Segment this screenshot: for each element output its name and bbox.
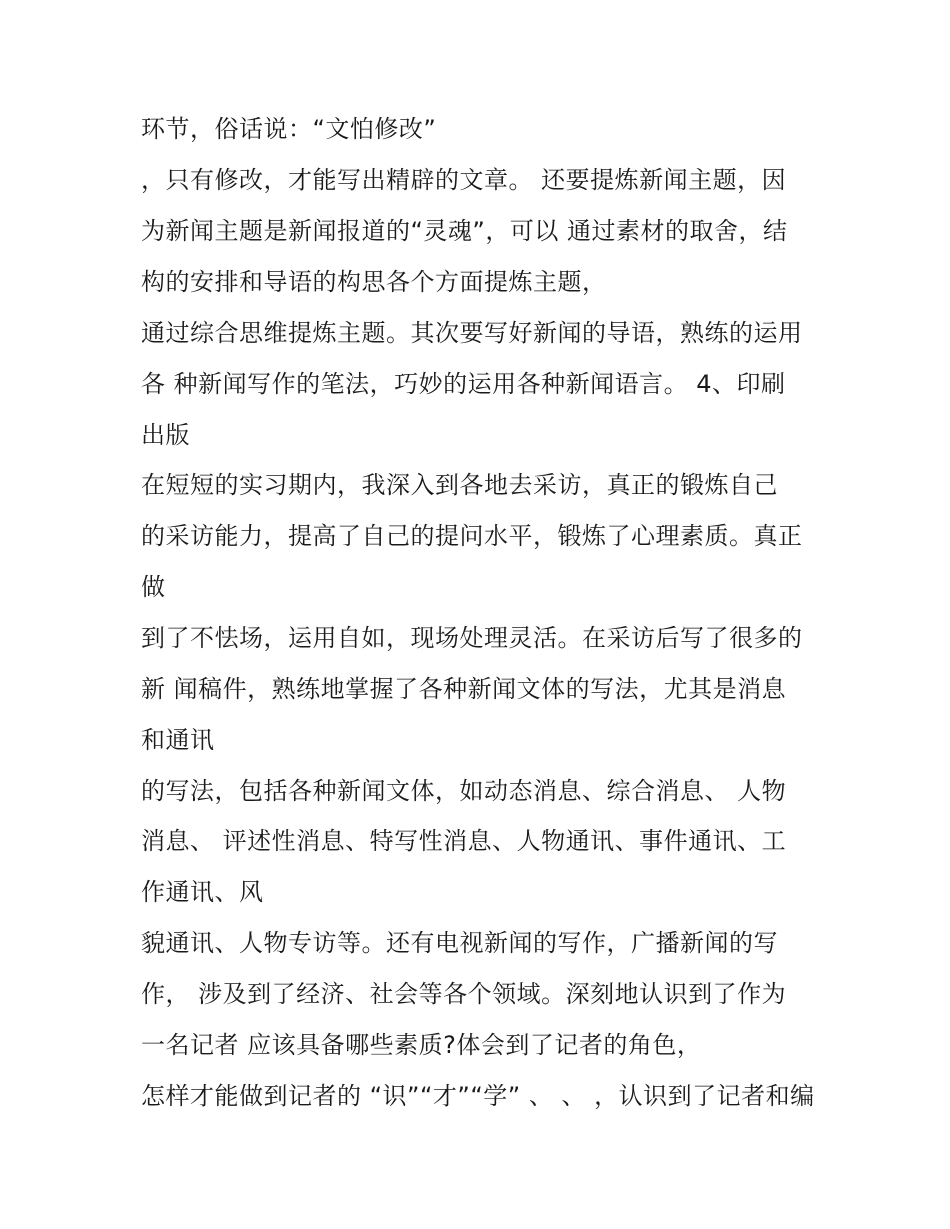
text-line: 的采访能力，提高了自己的提问水平，锻炼了心理素质。真正	[141, 522, 803, 550]
text-line: 作， 涉及到了经济、社会等各个领域。深刻地认识到了作为	[141, 980, 787, 1008]
text-line: 通过综合思维提炼主题。其次要写好新闻的导语，熟练的运用	[141, 319, 803, 347]
text-line: 在短短的实习期内，我深入到各地去采访，真正的锻炼自己	[141, 471, 778, 499]
text-line: 的写法，包括各种新闻文体，如动态消息、综合消息、 人物	[141, 777, 787, 805]
text-line: 和通讯	[141, 726, 215, 754]
text-line: 构的安排和导语的构思各个方面提炼主题，	[141, 268, 607, 296]
text-line: 怎样才能做到记者的 “识”“才”“学” 、 、 ，认识到了记者和编	[141, 1082, 815, 1110]
text-line: 一名记者 应该具备哪些素质?体会到了记者的角色，	[141, 1031, 702, 1059]
text-line: 消息、 评述性消息、特写性消息、人物通讯、事件通讯、工	[141, 827, 787, 855]
text-line: 出版	[141, 421, 190, 449]
text-line: 新 闻稿件，熟练地掌握了各种新闻文体的写法，尤其是消息	[141, 675, 787, 703]
text-line: 貌通讯、人物专访等。还有电视新闻的写作，广播新闻的写	[141, 929, 778, 957]
text-line: 做	[141, 573, 166, 601]
text-line: 各 种新闻写作的笔法，巧妙的运用各种新闻语言。 4、印刷	[141, 370, 786, 398]
text-line: 作通讯、风	[141, 878, 264, 906]
text-line: 到了不怯场，运用自如，现场处理灵活。在采访后写了很多的	[141, 624, 803, 652]
text-line: 环节，俗话说：“文怕修改”	[141, 115, 437, 143]
text-line: 为新闻主题是新闻报道的“灵魂”，可以 通过素材的取舍，结	[141, 217, 788, 245]
text-line: ，只有修改，才能写出精辟的文章。 还要提炼新闻主题，因	[141, 166, 787, 194]
